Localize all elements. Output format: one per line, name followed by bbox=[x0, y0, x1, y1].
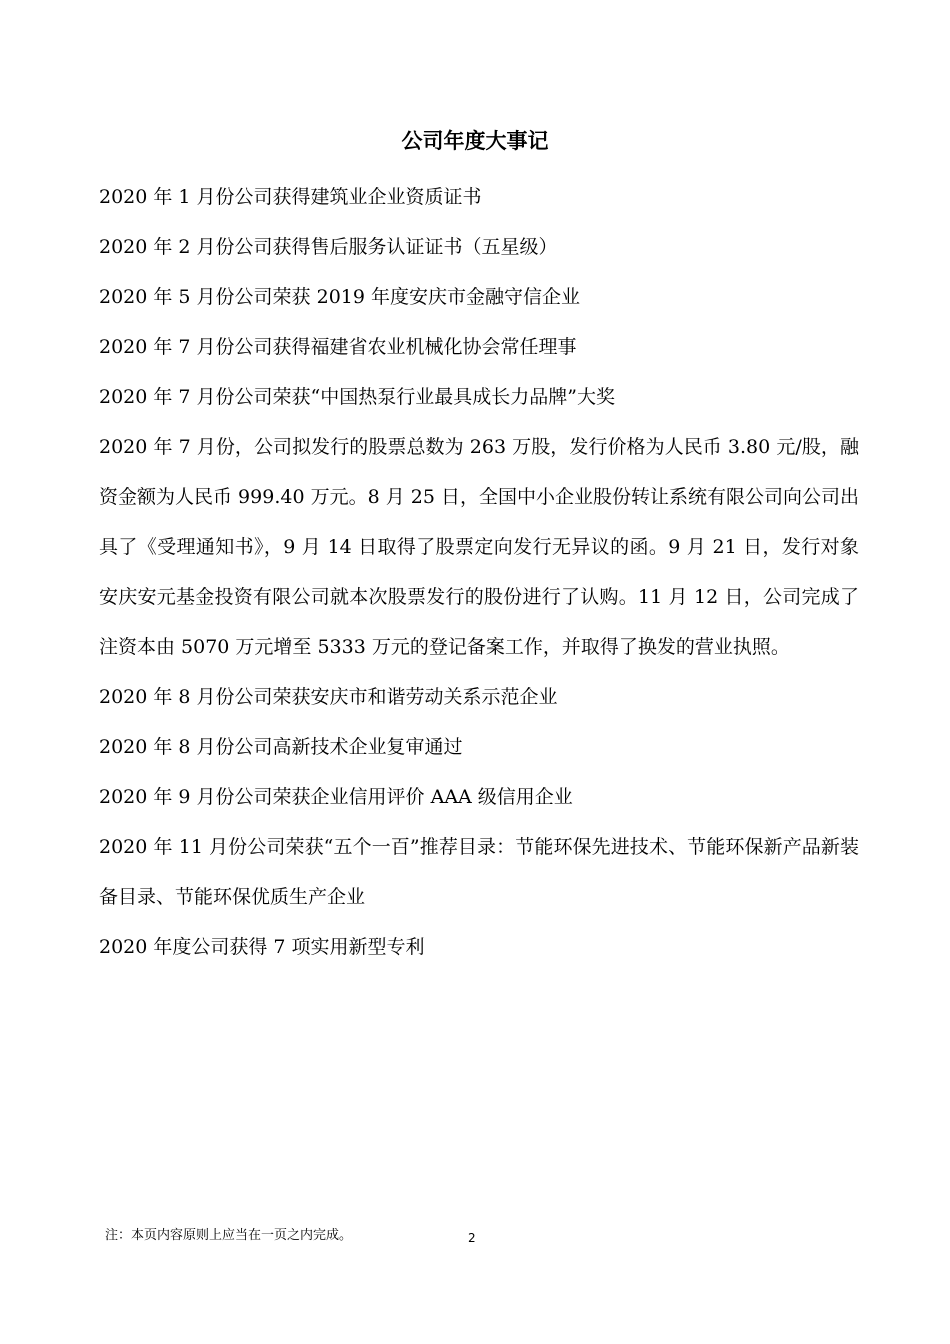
event-item: 2020 年 11 月份公司荣获“五个一百”推荐目录：节能环保先进技术、节能环保新产品新装备目录、节能环保优质生产企业 bbox=[99, 836, 859, 908]
event-item: 2020 年度公司获得 7 项实用新型专利 bbox=[99, 936, 425, 958]
event-item: 2020 年 5 月份公司荣获 2019 年度安庆市金融守信企业 bbox=[99, 286, 580, 308]
events-list bbox=[99, 172, 859, 972]
event-item: 2020 年 7 月份公司荣获“中国热泵行业最具成长力品牌”大奖 bbox=[99, 386, 615, 408]
event-item: 2020 年 9 月份公司荣获企业信用评价 AAA 级信用企业 bbox=[99, 786, 573, 808]
event-item: 2020 年 2 月份公司获得售后服务认证证书（五星级） bbox=[99, 236, 558, 258]
page-title: 公司年度大事记 bbox=[401, 129, 549, 153]
page-number: 2 bbox=[468, 1231, 476, 1245]
event-item: 2020 年 8 月份公司荣获安庆市和谐劳动关系示范企业 bbox=[99, 686, 558, 708]
footer-note: 注：本页内容原则上应当在一页之内完成。 bbox=[105, 1228, 353, 1243]
event-item: 2020 年 8 月份公司高新技术企业复审通过 bbox=[99, 736, 463, 758]
event-item: 2020 年 1 月份公司获得建筑业企业资质证书 bbox=[99, 186, 482, 208]
event-item: 2020 年 7 月份公司获得福建省农业机械化协会常任理事 bbox=[99, 336, 577, 358]
event-item: 2020 年 7 月份，公司拟发行的股票总数为 263 万股，发行价格为人民币 3.80 元/股，融资金额为人民币 999.40 万元。8 月 25 日，全国中小企业股份转让系统有限公司向公司出具了《受理通知书》，9 月 14 日取得了股票定向发行无异议的函。9 月 21 日，发行对象安庆安元基金投资有限公司就本次股票发行的股份进行了认购。11 月 12 日，公司完成了注资本由 5070 万元增至 5333 万元的登记备案工作，并取得了换发的营业执照。 bbox=[99, 436, 859, 658]
